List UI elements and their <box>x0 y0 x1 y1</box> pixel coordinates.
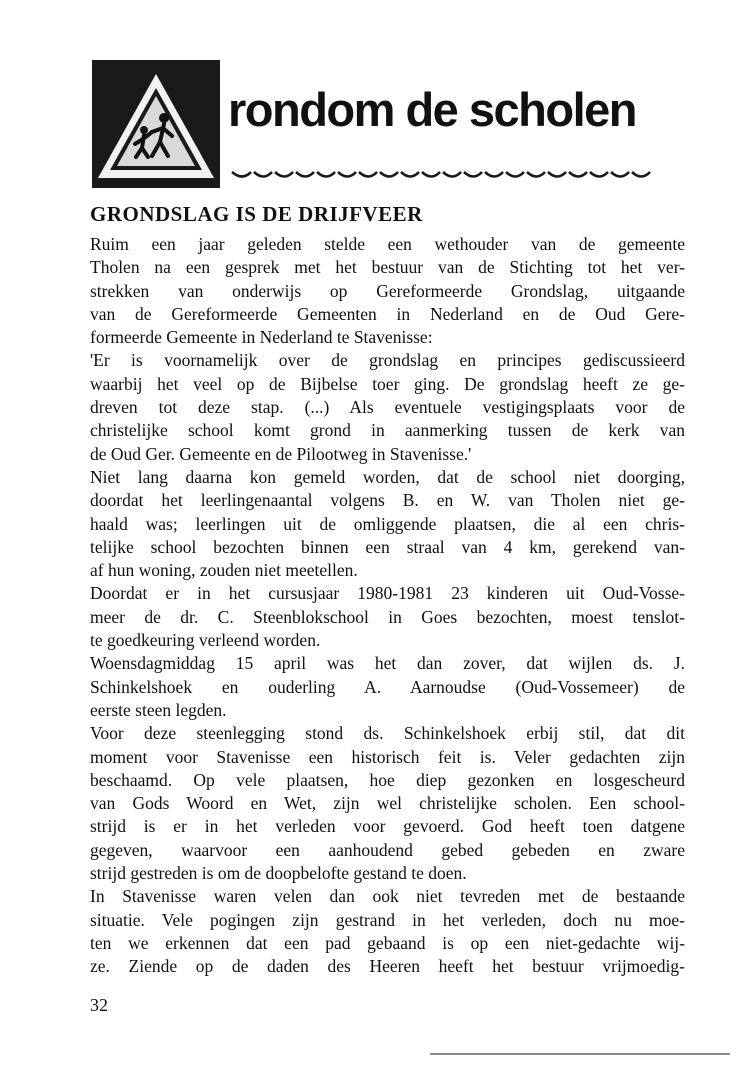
body-line: Ruim een jaar geleden stelde een wethouder van de gemeente <box>90 234 685 254</box>
body-line: ze. Ziende op de daden des Heeren heeft het bestuur vrijmoedig- <box>90 956 685 977</box>
wavy-underline <box>230 168 670 182</box>
body-line: strijd is er in het verleden voor gevoerd. God heeft toen datgene <box>90 816 685 837</box>
body-line: 'Er is voornamelijk over de grondslag en principes gediscussieerd <box>90 350 685 371</box>
body-line: strekken van onderwijs op Gereformeerde Grondslag, uitgaande <box>90 280 685 301</box>
body-line: Woensdagmiddag 15 april was het dan zover, dat wijlen ds. J. <box>90 653 685 674</box>
body-line: moment voor Stavenisse een historisch feit is. Veler gedachten zijn <box>90 746 685 767</box>
body-line: Tholen na een gesprek met het bestuur van de Stichting tot het ver- <box>90 257 685 278</box>
page-number: 32 <box>90 995 108 1015</box>
body-line: beschaamd. Op vele plaatsen, hoe diep gezonken en losgescheurd <box>90 769 685 790</box>
body-line: christelijke school komt grond in aanmerking tussen de kerk van <box>90 420 685 441</box>
body-line: af hun woning, zouden niet meetellen. <box>90 560 358 581</box>
body-line: haald was; leerlingen uit de omliggende plaatsen, die al een chris- <box>90 513 685 534</box>
body-line: strijd gestreden is om de doopbelofte gestand te doen. <box>90 863 467 884</box>
body-line: gegeven, waarvoor een aanhoudend gebed gebeden en zware <box>90 839 685 860</box>
body-line: telijke school bezochten binnen een straal van 4 km, gerekend van- <box>90 536 685 557</box>
body-line: de Oud Ger. Gemeente en de Pilootweg in Stavenisse.' <box>90 443 472 464</box>
body-line: dreven tot deze stap. (...) Als eventuele vestigingsplaats voor de <box>90 397 685 418</box>
body-line: eerste steen legden. <box>90 699 227 720</box>
body-line: Niet lang daarna kon gemeld worden, dat de school niet doorging, <box>90 466 685 487</box>
article-heading: GRONDSLAG IS DE DRIJFVEER <box>90 202 423 226</box>
body-line: te goedkeuring verleend worden. <box>90 630 321 651</box>
body-line: waarbij het veel op de Bijbelse toer ging. De grondslag heeft ze ge- <box>90 373 685 394</box>
body-line: ten we erkennen dat een pad gebaand is op een niet-gedachte wij- <box>90 932 685 953</box>
school-crossing-warning-icon <box>92 60 220 188</box>
body-line: meer de dr. C. Steenblokschool in Goes bezochten, moest tenslot- <box>90 606 685 627</box>
body-line: van Gods Woord en Wet, zijn wel christelijke scholen. Een school- <box>90 793 685 814</box>
body-line: situatie. Vele pogingen zijn gestrand in het verleden, doch nu moe- <box>90 909 685 930</box>
logo-badge <box>92 60 220 188</box>
body-line: doordat het leerlingenaantal volgens B. en W. van Tholen niet ge- <box>90 490 685 511</box>
body-line: formeerde Gemeente in Nederland te Stavenisse: <box>90 327 433 348</box>
article-body <box>90 233 685 979</box>
body-line: van de Gereformeerde Gemeenten in Nederland en de Oud Gere- <box>90 303 685 324</box>
body-line: Doordat er in het cursusjaar 1980-1981 23 kinderen uit Oud-Vosse- <box>90 583 685 604</box>
section-title: rondom de scholen <box>228 83 636 136</box>
body-line: In Stavenisse waren velen dan ook niet tevreden met de bestaande <box>90 886 685 907</box>
body-line: Schinkelshoek en ouderling A. Aarnoudse (Oud-Vossemeer) de <box>90 676 685 697</box>
body-line: Voor deze steenlegging stond ds. Schinkelshoek erbij stil, dat dit <box>90 723 685 744</box>
footer-rule <box>430 1053 730 1055</box>
